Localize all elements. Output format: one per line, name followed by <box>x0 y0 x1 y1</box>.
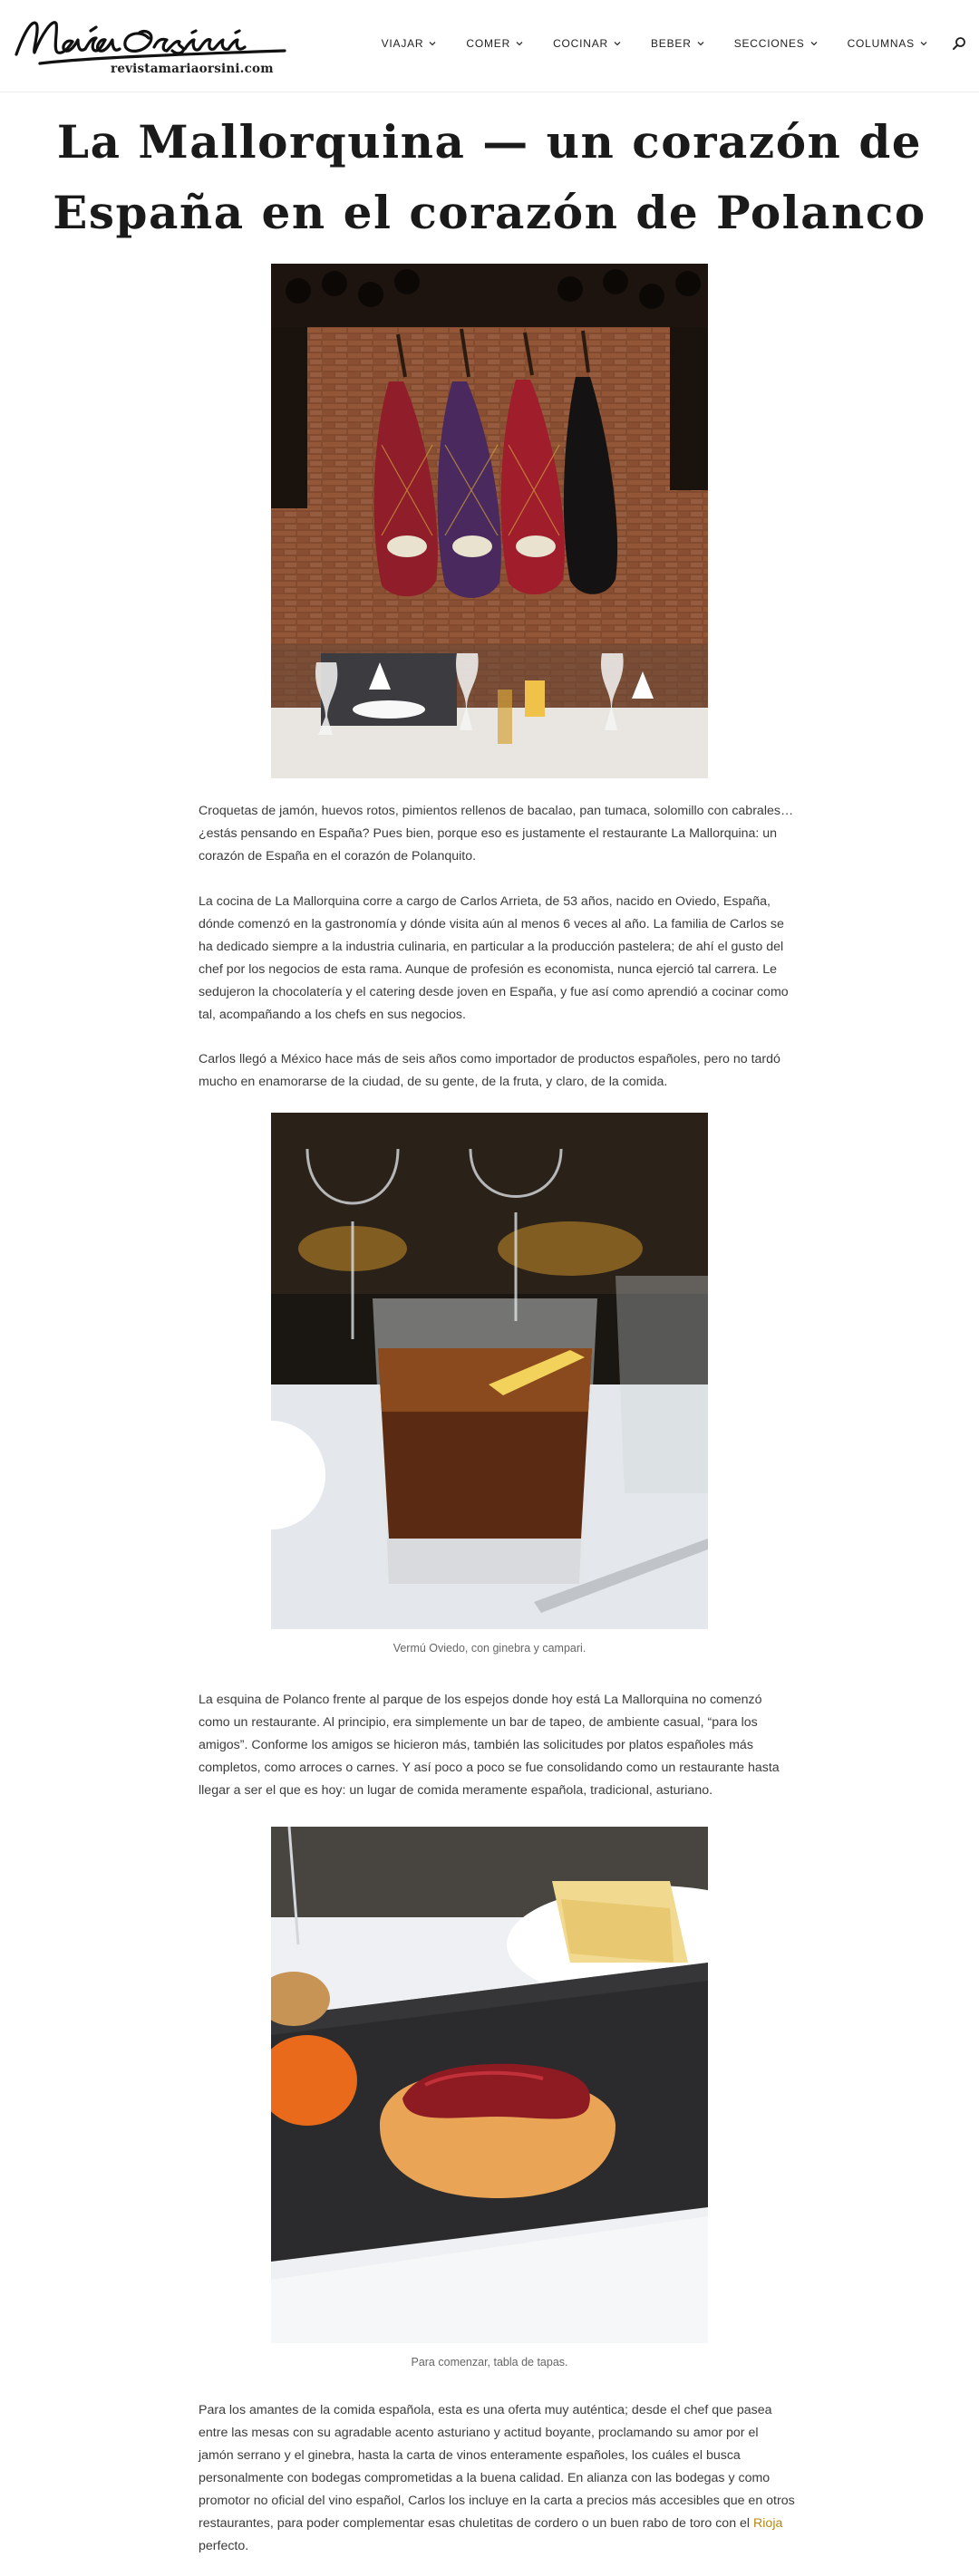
photo-hams-on-wall <box>271 264 708 778</box>
nav-item-label: COMER <box>466 37 511 50</box>
article-paragraph: La cocina de La Mallorquina corre a cargo de Carlos Arrieta, de 53 años, nacido en Oviedo, España, dónde comenzó en la gastronomía y dónde visita aún al menos 6 veces al año. La familia de Carlos se ha dedicado siempre a la industria culinaria, en particular a la producción pastelera; de ahí el gusto del chef por los negocios de esta rama. Aunque de profesión es economista, nunca ejerció tal carrera. Le sedujeron la chocolatería y el catering desde joven en España, y fue así como aprendió a cocinar como tal, acompañando a los chefs en sus negocios. <box>199 894 789 1022</box>
article-paragraph: Carlos llegó a México hace más de seis años como importador de productos españoles, pero no tardó mucho en enamorarse de la ciudad, de su gente, de la fruta, y claro, de la comida. <box>199 1052 780 1089</box>
nav-item-label: VIAJAR <box>381 37 424 50</box>
paragraph-text-end: perfecto. <box>199 2539 249 2553</box>
photo-tapas-board <box>271 1827 708 2343</box>
chevron-down-icon <box>809 39 819 48</box>
chevron-down-icon <box>613 39 622 48</box>
chevron-down-icon <box>515 39 524 48</box>
nav-item-label: COCINAR <box>553 37 608 50</box>
site-logo[interactable] <box>13 11 312 83</box>
article-paragraph: Croquetas de jamón, huevos rotos, pimientos rellenos de bacalao, pan tumaca, solomillo con cabrales… ¿estás pensando en España? Pues bien, porque eso es justamente el restaurante La Mallorquina: un corazón de España en el corazón de Polanquito. <box>199 804 794 863</box>
article-paragraph <box>199 2399 797 2558</box>
chevron-down-icon <box>428 39 437 48</box>
photo-vermouth-glass <box>271 1113 708 1629</box>
nav-item-viajar[interactable] <box>382 37 438 50</box>
post-title: La Mallorquina — un corazón de España en el corazón de Polanco <box>53 115 926 239</box>
nav-item-label: SECCIONES <box>733 37 805 50</box>
rioja-link[interactable]: Rioja <box>753 2516 783 2531</box>
photo-caption: Para comenzar, tabla de tapas. <box>411 2356 568 2369</box>
search-icon[interactable] <box>952 36 966 51</box>
photo-caption: Vermú Oviedo, con ginebra y campari. <box>393 1642 586 1655</box>
nav-item-beber[interactable] <box>651 37 705 50</box>
nav-item-secciones[interactable] <box>734 37 819 50</box>
chevron-down-icon <box>919 39 928 48</box>
nav-item-label: COLUMNAS <box>847 37 915 50</box>
main-nav <box>353 36 966 51</box>
site-header <box>0 0 979 92</box>
nav-item-comer[interactable] <box>466 37 524 50</box>
nav-item-label: BEBER <box>651 37 692 50</box>
article-paragraph: La esquina de Polanco frente al parque de los espejos donde hoy está La Mallorquina no comenzó como un restaurante. Al principio, era simplemente un bar de tapeo, de ambiente casual, “para los amigos”. Conforme los amigos se hicieron más, también las solicitudes por platos españoles más completos, como arroces o carnes. Y así poco a poco se fue consolidando como un restaurante hasta llegar a ser el que es hoy: un lugar de comida meramente española, tradicional, asturiano. <box>199 1693 780 1798</box>
chevron-down-icon <box>696 39 705 48</box>
nav-item-cocinar[interactable] <box>553 37 622 50</box>
logo-url: revistamariaorsini.com <box>111 62 274 76</box>
paragraph-text: Para los amantes de la comida española, esta es una oferta muy auténtica; desde el chef que pasea entre las mesas con su agradable acento asturiano y actitud boyante, proclamando su amor por el jamón serrano y el ginebra, hasta la carta de vinos enteramente españoles, los cuáles el busca personalmente con bodegas comprometidas a la buena calidad. En alianza con las bodegas y como promotor no oficial del vino español, Carlos los incluye en la carta a precios más accesibles que en otros restaurantes, para poder complementar esas chuletitas de cordero o un buen rabo de toro con el <box>199 2403 795 2531</box>
nav-item-columnas[interactable] <box>848 37 928 50</box>
